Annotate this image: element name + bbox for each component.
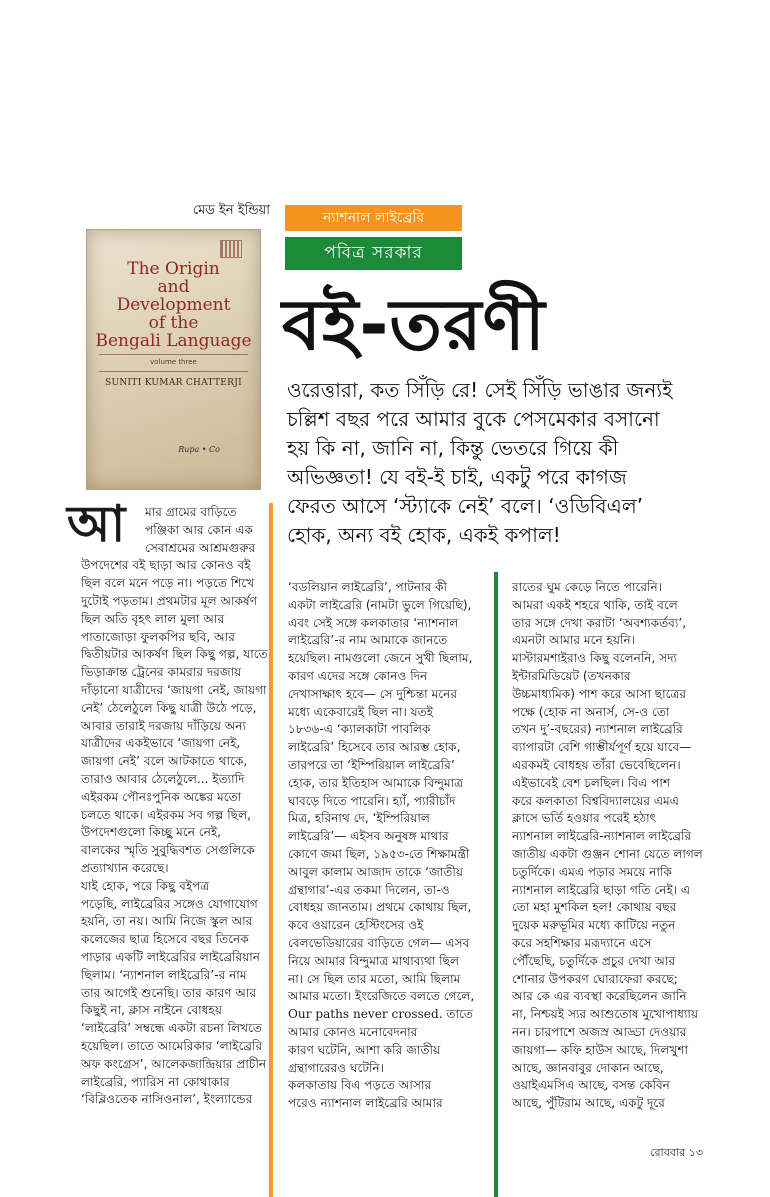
cover-title-line: and — [157, 277, 190, 297]
text-line: শোনার উপকরণ ঘোরাফেরা করছে; — [512, 971, 678, 986]
cover-author: SUNITI KUMAR CHATTERJI — [105, 378, 242, 388]
text-line: দেখাসাক্ষাৎ হবে— সে দুশ্চিন্তা মনের — [288, 686, 457, 701]
text-line: কবে ওয়ারেন হেস্টিংসের ওই — [288, 918, 424, 933]
text-line: আমার মতো। ইংরেজিতে বলতে গেলে, — [288, 989, 475, 1004]
text-line: দুয়েক মরুভূমির মধ্যে কাটিয়ে নতুন — [512, 918, 676, 933]
text-line: আছে, পুঁটিরাম আছে, একটু দূরে — [512, 1096, 665, 1111]
text-line: এইরকম পৌনঃপুনিক অঙ্কের মতো — [81, 789, 242, 804]
text-line: ফেরত আসে ‘স্ট্যাকে নেই’ বলে। ‘ওডিবিএল’ — [287, 494, 644, 518]
page-title: বই-তরণী — [282, 284, 546, 366]
text-line: লাইব্রেরি’— এইসব অনুষঙ্গ মাথার — [288, 829, 449, 844]
text-line: রাতের ঘুম কেড়ে নিতে পারেনি। — [512, 580, 663, 594]
text-line: পাতাজোড়া ফুলকপির ছবি, আর — [81, 629, 235, 644]
text-line: অভিজ্ঞতা! যে বই-ই চাই, একটু পরে কাগজ — [287, 465, 627, 489]
text-line: চল্লিশ বছর পরে আমার বুকে পেসমেকার বসানো — [287, 407, 660, 431]
cover-volume: volume three — [150, 358, 197, 366]
text-line: তখন দু’-বছরের) ন্যাশনাল লাইব্রেরি — [512, 722, 683, 737]
drop-cap: আ — [67, 495, 126, 553]
text-line: দাঁড়ানো যাত্রীদের ‘জায়গা নেই, জায়গা — [81, 682, 267, 697]
text-line: তারপরে তা ‘ইম্পিরিয়াল লাইব্রেরি’ — [288, 757, 455, 772]
text-line: একটা লাইব্রেরি (নামটা ভুলে গিয়েছি), — [288, 597, 472, 612]
cover-title-line: The Origin — [127, 259, 220, 279]
text-line: উপদেশগুলো কিচ্ছু মনে নেই, — [81, 825, 222, 840]
text-line: লাইব্রেরি, প্যারিস না কোথাকার — [81, 1074, 230, 1089]
text-line: এরকমই বোধহয় তাঁরা ভেবেছিলেন। — [512, 757, 681, 772]
text-line: গ্রন্থাগারেরও ঘটেনি। — [288, 1060, 384, 1075]
page-footer: রোববার ১৩ — [650, 1146, 703, 1159]
article-column-3 — [512, 579, 712, 1113]
text-line: না। সে ছিল তার মতো, আমি ছিলাম — [288, 971, 461, 986]
text-line: পরেও ন্যাশনাল লাইব্রেরি আমার — [288, 1096, 443, 1111]
text-line: ক্লাসে ভর্তি হওয়ার পরেই হঠাৎ — [512, 811, 657, 826]
text-line: মাস্টারমশাইরাও কিছু বলেননি, সদ্য — [512, 651, 678, 666]
cover-title — [87, 260, 260, 350]
text-line: যাত্রীদের একইভাবে ‘জায়গা নেই, — [81, 736, 241, 751]
text-line: দুটোই পড়তাম। প্রথমটার মূল আকর্ষণ — [81, 593, 258, 608]
text-line: আমরা একই শহরে থাকি, তাই বলে — [512, 597, 678, 612]
text-line: ছিলাম। ‘ন্যাশনাল লাইব্রেরি’-র নাম — [81, 967, 247, 982]
text-line: কোণে জমা ছিল, ১৯৫৩-তে শিক্ষামন্ত্রী — [288, 846, 470, 861]
cover-rule — [99, 354, 248, 355]
text-line: মিত্র, হরিনাথ দে, ‘ইম্পিরিয়াল — [288, 811, 430, 826]
text-line: মধ্যে একেবারেই ছিল না। যতই — [288, 704, 433, 719]
article-column-2 — [288, 579, 483, 1113]
cover-title-line: of the — [148, 313, 199, 333]
text-line: করে সহশিক্ষার মরূদ্যানে এসে — [512, 935, 652, 950]
text-line: ওয়াইএমসিএ আছে, বসন্ত কেবিন — [512, 1078, 670, 1093]
text-line: প্রত্যাখ্যান করেছে। — [81, 860, 169, 875]
text-line: চলতে থাকে। এইরকম সব গল্প ছিল, — [81, 807, 251, 822]
text-line: ন্যাশনাল লাইব্রেরি-ন্যাশনাল লাইব্রেরি — [512, 829, 692, 844]
text-line: পক্ষে (হোক না অনার্স, সে-ও তো — [512, 704, 670, 719]
text-line: আবুল কালাম আজাদ তাকে ‘জাতীয় — [288, 864, 463, 879]
text-line: কলকাতায় বিএ পড়তে আসার — [288, 1078, 432, 1093]
text-line: বালকের স্মৃতি সুবুদ্ধিবশত সেগুলিকে — [81, 843, 255, 858]
book-caption: মেড ইন ইন্ডিয়া — [192, 203, 270, 218]
cover-publisher: Rupa • Co — [178, 445, 220, 454]
text-line: কারণ ঘটেনি, আশা করি জাতীয় — [288, 1042, 441, 1057]
text-line: জাতীয় একটা গুঞ্জন শোনা যেতে লাগল — [512, 846, 703, 861]
text-line: এইভাবেই বেশ চলছিল। বিএ পাশ — [512, 775, 670, 790]
text-line: ভিড়াক্রান্ত ট্রেনের কামরার দরজায় — [81, 665, 242, 680]
cover-rule — [99, 371, 248, 372]
text-line: ১৮৩৬-এ ‘ক্যালকাটা পাবলিক — [288, 722, 431, 737]
text-line: হয়েছিল। তাতে আমেরিকার ‘লাইব্রেরি — [81, 1038, 263, 1053]
text-line: ঘাবড়ে দিতে পারেনি। হ্যাঁ, প্যারীচাঁদ — [288, 793, 456, 808]
text-line: ওরেত্তারা, কত সিঁড়ি রে! সেই সিঁড়ি ভাঙার জন্যই — [287, 378, 673, 402]
text-line: পঞ্জিকা আর কোন এক — [145, 522, 254, 537]
text-line: জায়গা নেই’ বলে আটকাতে থাকে, — [81, 754, 248, 769]
text-line: চতুর্দিকে। এমএ পড়ার সময়ে নাকি — [512, 864, 672, 879]
text-line: হোক, তার ইতিহাস আমাকে বিন্দুমাত্র — [288, 775, 464, 790]
text-line: উপদেশের বই ছাড়া আর কোনও বই — [81, 558, 251, 573]
text-line: কলেজের ছাত্র হিসেবে বছর তিনেক — [81, 932, 249, 947]
text-line: এবং সেই সঙ্গে কলকাতার ‘ন্যাশনাল — [288, 615, 459, 630]
text-line: উচ্চমাধ্যমিক) পাশ করে আসা ছাত্রের — [512, 686, 687, 701]
author-tag: পবিত্র সরকার — [285, 237, 462, 270]
text-line: ‘বিব্লিওতেক নাসিওনাল’, ইংল্যান্ডের — [81, 1092, 253, 1107]
text-line: তার আগেই শুনেছি। তার কারণ আর — [81, 985, 257, 1000]
lead-paragraph — [287, 376, 757, 550]
text-line: হয়েছিল। নামগুলো জেনে সুখী ছিলাম, — [288, 651, 473, 666]
section-tag: ন্যাশনাল লাইব্রেরি — [285, 205, 462, 231]
text-line: তো মহা মুশকিল হল! কোথায় বছর — [512, 900, 677, 915]
text-line: জায়গা— কফি হাউস আছে, দিলখুশা — [512, 1042, 688, 1057]
cover-emblem-icon — [220, 240, 242, 258]
text-line: ন্যাশনাল লাইব্রেরি ছাড়া গতি নেই। এ — [512, 882, 691, 897]
text-line: কিছুই না, ক্লাস নাইনে বোধহয় — [81, 1003, 222, 1018]
text-line: ব্যাপারটা বেশি গাম্ভীর্যপূর্ণ হয়ে যাবে— — [512, 740, 692, 755]
text-line: লাইব্রেরি’ হিসেবে তার আরম্ভ হোক, — [288, 740, 461, 755]
text-line: করে কলকাতা বিশ্ববিদ্যালয়ের এমএ — [512, 793, 679, 808]
text-line: যাই হোক, পরে কিছু বইপত্র — [81, 878, 210, 893]
text-line: নেই’ ঠেলেঠুলে কিছু যাত্রী উঠে পড়ে, — [81, 700, 257, 715]
text-line: বোধহয় জানতাম। প্রথমে কোথায় ছিল, — [288, 900, 472, 915]
column-divider-orange — [269, 503, 273, 1197]
text-line: আর কে এর ব্যবস্থা করেছিলেন জানি — [512, 989, 687, 1004]
text-line: পাড়ার একটি লাইব্রেরির লাইব্রেরিয়ান — [81, 949, 261, 964]
text-line: কারণ এদের সঙ্গে কোনও দিন — [288, 668, 428, 683]
text-line: অফ কংগ্রেস’, আলেকজান্দ্রিয়ার প্রাচীন — [81, 1056, 267, 1071]
text-line: আবার তারাই দরজায় দাঁড়িয়ে অন্য — [81, 718, 246, 733]
text-line: হয়নি, তা নয়। আমি নিজে স্কুল আর — [81, 914, 253, 929]
text-line: ছিল অতি বৃহৎ লাল মুলা আর — [81, 611, 225, 626]
book-cover-image — [86, 229, 261, 490]
text-line: নন। চারপাশে অজস্র আড্ডা দেওয়ার — [512, 1024, 687, 1039]
text-line: গ্রন্থাগার’-এর তকমা দিলেন, তা-ও — [288, 882, 450, 897]
text-line: ‘লাইব্রেরি’ সম্বন্ধে একটা রচনা লিখতে — [81, 1021, 263, 1036]
text-line: না, নিশ্চয়ই স্যর আশুতোষ মুখোপাধ্যায় — [512, 1007, 699, 1022]
column-divider-green — [494, 572, 498, 1197]
text-line: দ্বিতীয়টার আকর্ষণ ছিল কিছু গল্প, যাতে — [81, 647, 268, 662]
text-line: ছিল বলে মনে পড়ে না। পড়তে শিখে — [81, 576, 255, 591]
text-line: সেবাশ্রমের আশ্রমগুরুর — [145, 540, 256, 555]
text-line: পৌঁছেছি, চতুর্দিকে প্রচুর দেখা আর — [512, 953, 676, 968]
text-line: লাইব্রেরি’-র নাম আমাকে জানতে — [288, 633, 448, 648]
text-line: হোক, অন্য বই হোক, একই কপাল! — [287, 523, 561, 547]
text-line: তারাও আবার ঠেলেঠুলে... ইত্যাদি — [81, 771, 245, 786]
text-line: আমার কোনও মনোবেদনার — [288, 1024, 418, 1039]
text-line: তার সঙ্গে দেখা করাটা ‘অবশ্যকর্তব্য’, — [512, 615, 687, 630]
text-line: মার গ্রামের বাড়িতে — [145, 505, 237, 519]
text-line: আছে, জ্ঞানবাবুর দোকান আছে, — [512, 1060, 664, 1075]
text-line: পড়েছি, লাইব্রেরির সঙ্গেও যোগাযোগ — [81, 896, 258, 911]
text-line: নিয়ে আমার বিন্দুমাত্র মাথাব্যথা ছিল — [288, 953, 459, 968]
text-line: Our paths never crossed. তাতে — [288, 1007, 473, 1022]
cover-title-line: Bengali Language — [95, 331, 252, 351]
text-line: হয় কি না, জানি না, কিন্তু ভেতরে গিয়ে কী — [287, 436, 619, 460]
text-line: ইন্টারমিডিয়েট (তখনকার — [512, 668, 631, 683]
text-line: এমনটা আমার মনে হয়নি। — [512, 633, 636, 648]
article-column-1 — [81, 504, 268, 1109]
text-line: বেলভেডিয়ারের বাড়িতে গেল— এসব — [288, 935, 470, 950]
text-line: ‘বডলিয়ান লাইব্রেরি’, পাটনার কী — [288, 580, 448, 594]
cover-title-line: Development — [116, 295, 231, 315]
